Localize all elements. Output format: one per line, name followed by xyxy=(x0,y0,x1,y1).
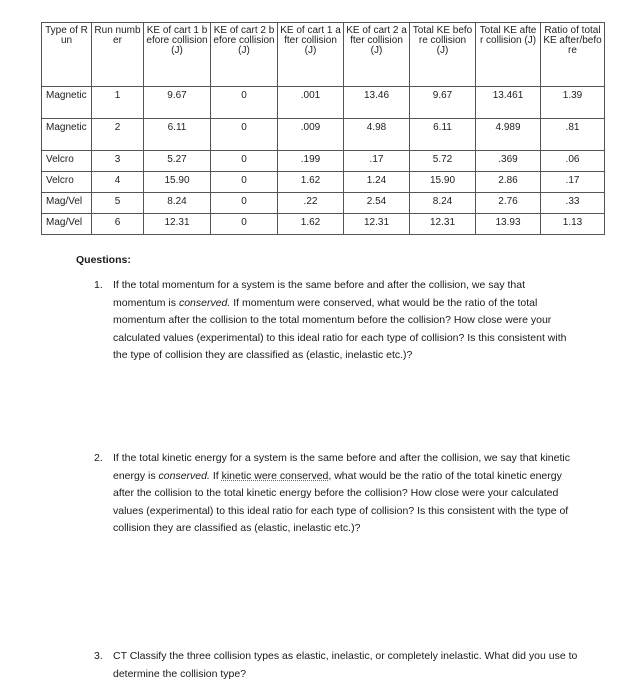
cell-value: 0 xyxy=(211,151,278,172)
cell-value: .33 xyxy=(541,193,605,214)
cell-type: Magnetic xyxy=(42,87,92,119)
question-number: 1. xyxy=(94,279,103,291)
cell-value: 2.76 xyxy=(476,193,541,214)
header-total-ke-after: Total KE after collision (J) xyxy=(476,23,541,87)
question-3 xyxy=(94,648,579,683)
cell-value: .17 xyxy=(541,172,605,193)
cell-value: 0 xyxy=(211,193,278,214)
question-text xyxy=(113,450,579,538)
question-text-part: If momentum were conserved, what would be the ratio of the total momentum after the collision to the total momentum before the collision? How close were your calculated values (experimental) to this ideal ratio for each type of collision? Is this consistent with the type of collision they are classified as (elastic, inelastic etc.)? xyxy=(113,296,567,361)
cell-value: 0 xyxy=(211,87,278,119)
table-row xyxy=(42,214,605,235)
cell-value: 0 xyxy=(211,172,278,193)
cell-value: 12.31 xyxy=(344,214,410,235)
cell-value: 6.11 xyxy=(144,119,211,151)
cell-run: 2 xyxy=(92,119,144,151)
cell-value: 0 xyxy=(211,119,278,151)
header-type-of-run: Type of Run xyxy=(42,23,92,87)
question-emphasis: conserved. xyxy=(178,296,231,309)
cell-run: 4 xyxy=(92,172,144,193)
table-row xyxy=(42,87,605,119)
header-ke-cart2-before: KE of cart 2 before collision (J) xyxy=(211,23,278,87)
cell-value: 6.11 xyxy=(410,119,476,151)
cell-value: 15.90 xyxy=(410,172,476,193)
cell-value: .81 xyxy=(541,119,605,151)
cell-value: 1.39 xyxy=(541,87,605,119)
question-text-part: If the total kinetic energy for a system is the same before and after the collision, we say that kinetic energy is xyxy=(113,452,570,482)
kinetic-energy-table xyxy=(41,22,605,235)
cell-value: .009 xyxy=(278,119,344,151)
header-total-ke-before: Total KE before collision (J) xyxy=(410,23,476,87)
cell-run: 5 xyxy=(92,193,144,214)
cell-value: 4.989 xyxy=(476,119,541,151)
table-row xyxy=(42,119,605,151)
header-ke-cart1-after: KE of cart 1 after collision (J) xyxy=(278,23,344,87)
table-row xyxy=(42,172,605,193)
cell-value: 1.13 xyxy=(541,214,605,235)
cell-value: 8.24 xyxy=(144,193,211,214)
question-text-part: If the total momentum for a system is the same before and after the collision, we say that momentum is xyxy=(113,279,526,309)
cell-value: .369 xyxy=(476,151,541,172)
cell-value: 9.67 xyxy=(144,87,211,119)
question-text-part: If xyxy=(209,469,222,482)
question-text: CT Classify the three collision types as elastic, inelastic, or completely inelastic. What did you use to determine the collision type? xyxy=(113,650,578,680)
cell-value: .199 xyxy=(278,151,344,172)
cell-value: 15.90 xyxy=(144,172,211,193)
table-header-row xyxy=(42,23,605,87)
header-ratio-ke: Ratio of total KE after/before xyxy=(541,23,605,87)
cell-value: 13.46 xyxy=(344,87,410,119)
cell-value: 1.62 xyxy=(278,214,344,235)
cell-type: Magnetic xyxy=(42,119,92,151)
cell-value: 12.31 xyxy=(410,214,476,235)
cell-value: .001 xyxy=(278,87,344,119)
cell-run: 6 xyxy=(92,214,144,235)
cell-value: 2.86 xyxy=(476,172,541,193)
cell-value: 2.54 xyxy=(344,193,410,214)
question-1 xyxy=(94,277,579,365)
question-2 xyxy=(94,450,579,538)
cell-value: 13.461 xyxy=(476,87,541,119)
header-ke-cart1-before: KE of cart 1 before collision (J) xyxy=(144,23,211,87)
question-text xyxy=(113,277,579,365)
cell-value: 13.93 xyxy=(476,214,541,235)
cell-type: Velcro xyxy=(42,172,92,193)
cell-value: 1.24 xyxy=(344,172,410,193)
cell-value: 0 xyxy=(211,214,278,235)
cell-value: 5.27 xyxy=(144,151,211,172)
question-underlined-phrase: kinetic were conserved xyxy=(221,469,329,482)
question-number: 3. xyxy=(94,650,103,662)
cell-run: 1 xyxy=(92,87,144,119)
cell-value: .17 xyxy=(344,151,410,172)
cell-type: Velcro xyxy=(42,151,92,172)
header-ke-cart2-after: KE of cart 2 after collision (J) xyxy=(344,23,410,87)
question-number: 2. xyxy=(94,452,103,464)
cell-value: 12.31 xyxy=(144,214,211,235)
header-run-number: Run number xyxy=(92,23,144,87)
cell-value: 1.62 xyxy=(278,172,344,193)
table-row xyxy=(42,151,605,172)
cell-type: Mag/Vel xyxy=(42,193,92,214)
cell-run: 3 xyxy=(92,151,144,172)
table-row xyxy=(42,193,605,214)
cell-value: 9.67 xyxy=(410,87,476,119)
questions-heading: Questions: xyxy=(76,254,131,266)
question-text-part: , what would be the ratio of the total kinetic energy after the collision to the total kinetic energy before the collision? How close were your calculated values (experimental) to this ideal ratio for each type of collision? Is this consistent with the type of collision they are classified as (elastic, inelastic etc.)? xyxy=(113,469,569,534)
cell-type: Mag/Vel xyxy=(42,214,92,235)
cell-value: .22 xyxy=(278,193,344,214)
cell-value: 4.98 xyxy=(344,119,410,151)
cell-value: 5.72 xyxy=(410,151,476,172)
cell-value: .06 xyxy=(541,151,605,172)
question-emphasis: conserved. xyxy=(158,469,210,482)
cell-value: 8.24 xyxy=(410,193,476,214)
